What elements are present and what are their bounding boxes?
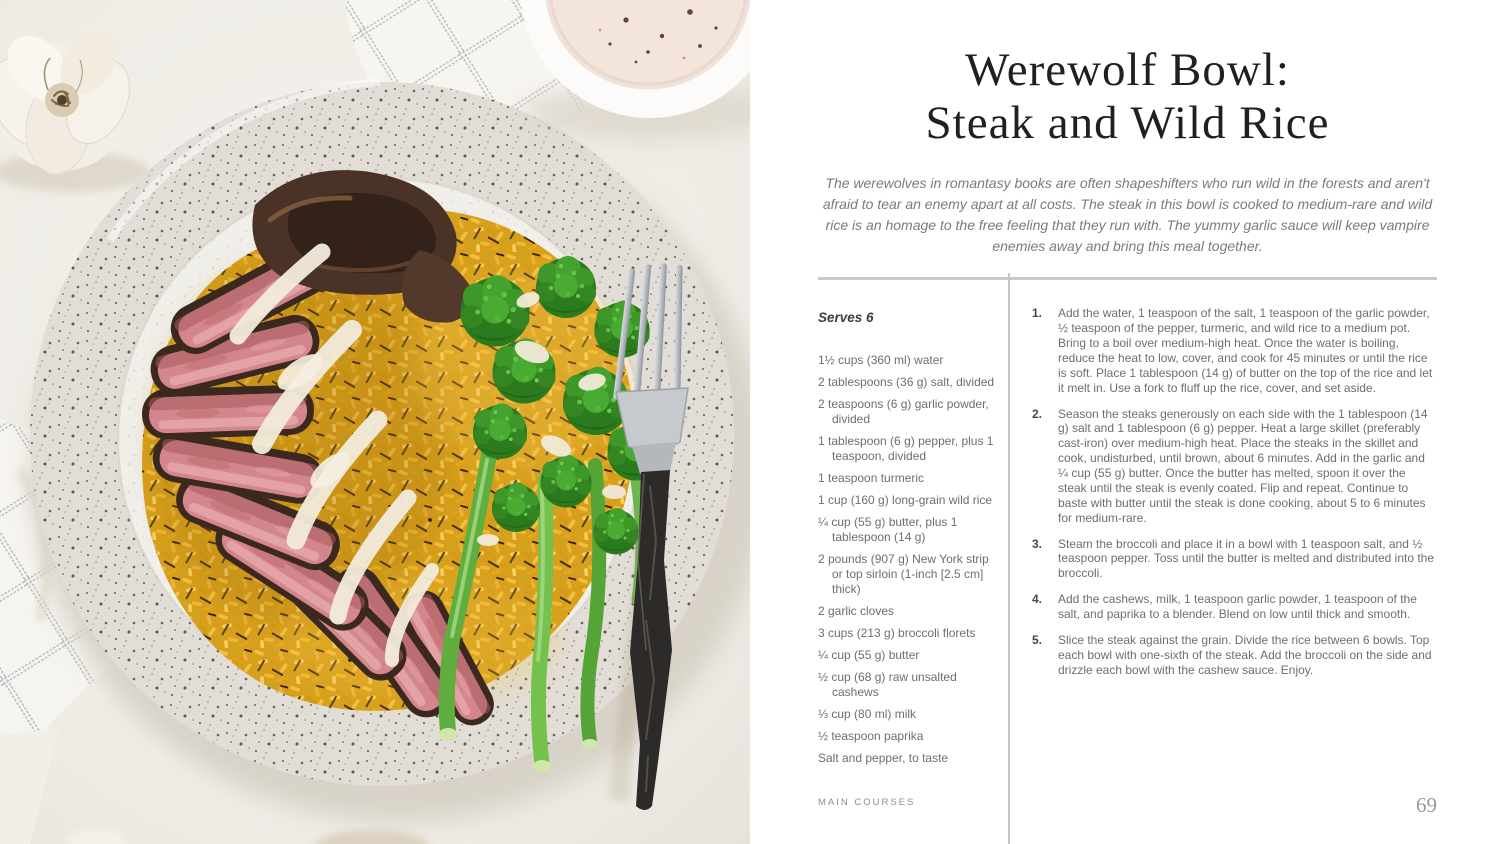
ingredient-item: 1 teaspoon turmeric [818, 471, 925, 486]
sauce-cup [520, 0, 750, 140]
ingredient-item: 1½ cups (360 ml) water [818, 353, 944, 368]
ingredient-item: Salt and pepper, to taste [818, 751, 949, 766]
ingredient-item: ⅓ cup (80 ml) milk [818, 707, 917, 722]
instruction-step [1032, 306, 1437, 395]
instructions-column [1008, 306, 1437, 773]
ingredient-item: ¼ cup (55 g) butter [818, 648, 920, 663]
recipe-columns [818, 306, 1437, 773]
step-number: 2. [1032, 406, 1043, 421]
ingredient-item: 3 cups (213 g) broccoli florets [818, 626, 976, 641]
ingredient-item: 2 teaspoons (6 g) garlic powder, divided [818, 397, 989, 427]
ingredient-item: 2 pounds (907 g) New York strip or top sirloin (1-inch [2.5 cm] thick) [818, 552, 989, 597]
recipe-page [750, 0, 1500, 844]
serves-label: Serves 6 [818, 310, 874, 326]
step-text: Add the cashews, milk, 1 teaspoon garlic powder, 1 teaspoon of the salt, and paprika to a blender. Blend on low until thick and smooth. [1058, 592, 1417, 621]
section-label: MAIN COURSES [818, 797, 916, 808]
ingredient-item: ½ teaspoon paprika [818, 729, 924, 744]
instruction-step [1032, 633, 1437, 678]
instruction-step [1032, 537, 1437, 582]
step-text: Slice the steak against the grain. Divide the rice between 6 bowls. Top each bowl with one-sixth of the steak. Add the broccoli on the side and drizzle each bowl with the cashew sauce. Enjoy. [1058, 632, 1432, 677]
ingredient-item: ¼ cup (55 g) butter, plus 1 tablespoon (14 g) [818, 515, 958, 545]
ingredients-column [818, 306, 1008, 773]
step-number: 5. [1032, 632, 1043, 647]
step-text: Season the steaks generously on each side with the 1 tablespoon (14 g) salt and 1 tablespoon (6 g) pepper. Heat a large skillet (preferably cast-iron) over medium-high heat. Place the steaks in the skillet and cook, undisturbed, until brown, about 6 minutes. Add in the garlic and ¼ cup (55 g) butter. Once the butter has melted, spoon it over the steak until the steak is evenly coated. Flip and repeat. Continue to baste with butter until the steak is done cooking, about 5 to 6 minutes for medium-rare. [1058, 406, 1428, 525]
column-divider [1008, 273, 1010, 844]
recipe-intro: The werewolves in romantasy books are often shapeshifters who run wild in the forests and aren't afraid to tear an enemy apart at all costs. The steak in this bowl is cooked to medium-rare and wild rice is an homage to the free feeling that they run with. The yummy garlic sauce will keep vampire enemies away and bring this meal together. [822, 175, 1433, 255]
instruction-step [1032, 592, 1437, 622]
page-title-line2: Steak and Wild Rice [925, 96, 1330, 149]
ingredient-item: 2 garlic cloves [818, 604, 895, 619]
ingredient-item: ½ cup (68 g) raw unsalted cashews [818, 670, 957, 700]
instruction-step [1032, 407, 1437, 526]
page-number: 69 [1416, 793, 1437, 817]
step-number: 4. [1032, 592, 1043, 607]
step-text: Add the water, 1 teaspoon of the salt, 1 teaspoon of the garlic powder, ½ teaspoon of the pepper, turmeric, and wild rice to a medium pot. Bring to a boil over medium-high heat. Once the water is boiling, reduce the heat to low, cover, and cook for 45 minutes or until the rice is soft. Place 1 tablespoon (14 g) of butter on the top of the rice and let it melt in. Use a fork to fluff up the rice, cover, and set aside. [1058, 306, 1433, 395]
ingredient-item: 1 tablespoon (6 g) pepper, plus 1 teaspoon, divided [818, 434, 994, 464]
ingredient-item: 1 cup (160 g) long-grain wild rice [818, 493, 993, 508]
ingredient-item: 2 tablespoons (36 g) salt, divided [818, 375, 995, 390]
step-text: Steam the broccoli and place it in a bowl with 1 teaspoon salt, and ½ teaspoon pepper. Toss until the butter is melted and distributed into the broccoli. [1058, 536, 1435, 581]
page-title [818, 44, 1437, 149]
step-number: 3. [1032, 536, 1043, 551]
page-title-line1: Werewolf Bowl: [965, 44, 1290, 96]
step-number: 1. [1032, 306, 1043, 321]
horizontal-rule [818, 277, 1437, 280]
